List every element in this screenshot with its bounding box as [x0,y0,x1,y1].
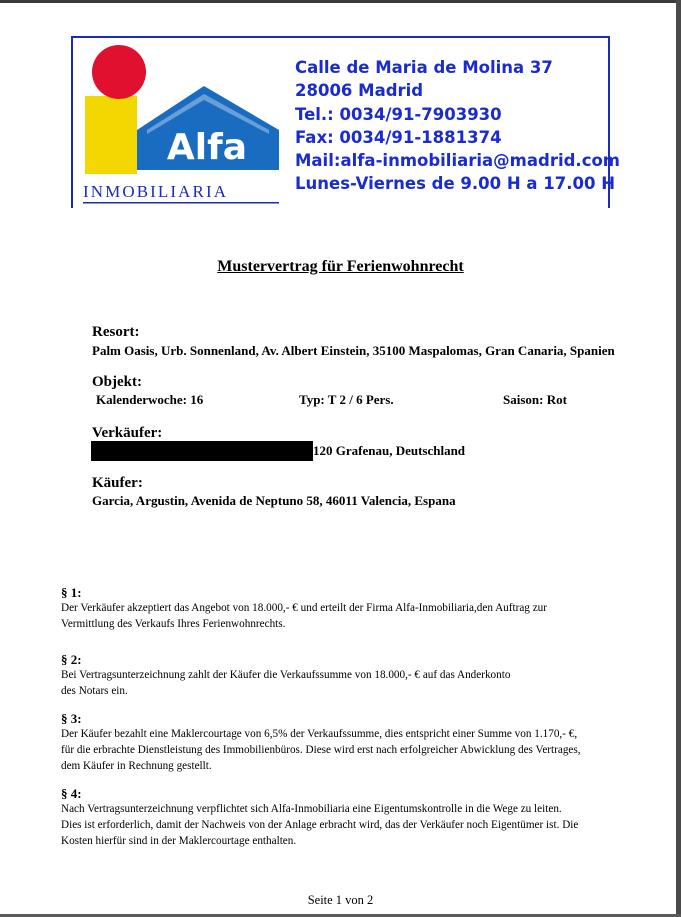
resort-label: Resort: [92,324,140,340]
paragraph-4-text [61,802,578,849]
contact-city: 28006 Madrid [295,81,424,101]
contact-address: Calle de Maria de Molina 37 [295,58,553,77]
logo-yellow-block [85,96,137,174]
paragraph-line: für die erbrachte Dienstleistung des Immobilienbüros. Diese wird erst nach erfolgreicher Abwicklung des Vertrages, [61,743,581,756]
paragraph-3-heading: § 3: [61,711,82,726]
contact-mail: Mail:alfa-inmobiliaria@madrid.com [295,151,621,171]
objekt-kalenderwoche: Kalenderwoche: 16 [96,392,204,407]
verkaeufer-label: Verkäufer: [92,425,163,441]
paragraph-3-text [61,727,581,774]
paragraph-2-text [61,668,510,700]
paragraph-line: Nach Vertragsunterzeichnung verpflichtet sich Alfa-Inmobiliaria eine Eigentumskontrolle in die Wege zu leiten. [61,803,562,815]
window-frame-top [0,0,681,3]
alfa-inmobiliaria-logo [79,42,284,207]
objekt-typ: Typ: T 2 / 6 Pers. [299,392,394,407]
paragraph-line: Bei Vertragsunterzeichnung zahlt der Käufer die Verkaufssumme von 18.000,- € auf das Anderkonto [61,669,511,681]
objekt-saison: Saison: Rot [503,392,567,407]
contact-hours: Lunes-Viernes de 9.00 H a 17.00 H [295,174,616,194]
page-number-footer: Seite 1 von 2 [307,893,374,907]
logo-wordmark: Alfa [166,127,248,168]
paragraph-line: dem Käufer in Rechnung gestellt. [61,759,212,772]
paragraph-line: des Notars ein. [61,684,128,697]
kaeufer-value: Garcia, Argustin, Avenida de Neptuno 58, 46011 Valencia, Espana [92,493,456,508]
verkaeufer-value: 120 Grafenau, Deutschland [313,443,466,458]
paragraph-1-heading: § 1: [61,585,82,600]
paragraph-2-heading: § 2: [61,652,82,667]
paragraph-4-heading: § 4: [61,786,82,801]
resort-value: Palm Oasis, Urb. Sonnenland, Av. Albert Einstein, 35100 Maspalomas, Gran Canaria, Spanien [92,343,615,358]
paragraph-line: Vermittlung des Verkaufs Ihres Ferienwohnrechts. [61,617,286,630]
logo-red-circle [92,45,146,99]
redaction-bar [91,441,313,461]
contact-block [295,56,620,196]
logo-subtext: INMOBILIARIA [83,182,229,201]
letterhead [71,36,621,208]
document-title: Mustervertrag für Ferienwohnrecht [217,258,464,275]
paragraph-line: Kosten hierfür sind in der Maklercourtage enthalten. [61,834,297,847]
contact-fax: Fax: 0034/91-1881374 [295,127,502,147]
paragraph-line: Der Verkäufer akzeptiert das Angebot von 18.000,- € und erteilt der Firma Alfa-Inmobiliaria,den Auftrag zur [61,602,547,614]
kaeufer-label: Käufer: [92,475,143,491]
window-frame-right [676,0,681,917]
paragraph-line: Dies ist erforderlich, damit der Nachweis von der Anlage erbracht wird, das der Verkäufer noch Eigentümer ist. Die [61,818,579,831]
paragraph-line: Der Käufer bezahlt eine Maklercourtage von 6,5% der Verkaufssumme, dies entspricht einer Summe von 1.170,- €, [61,728,578,740]
paragraph-1-text [61,601,547,633]
objekt-label: Objekt: [92,374,142,390]
contact-phone: Tel.: 0034/91-7903930 [295,104,502,124]
